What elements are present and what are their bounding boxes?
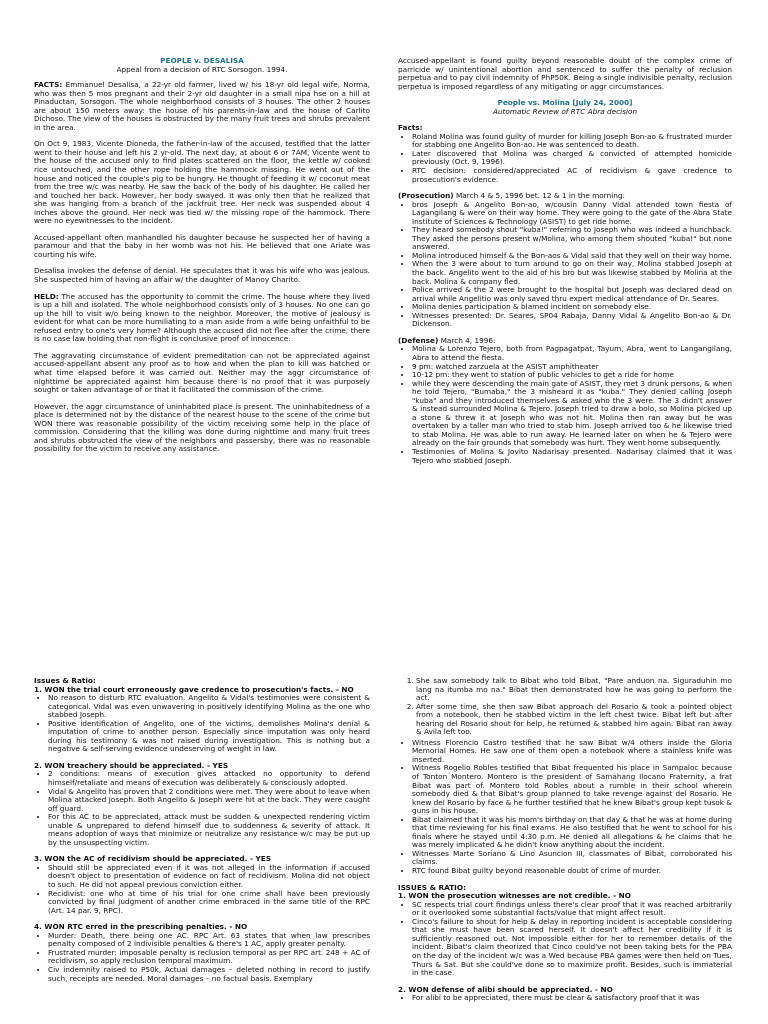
issue-heading: 4. WON RTC erred in the prescribing penalties. - NO bbox=[34, 922, 248, 932]
facts-list bbox=[398, 133, 732, 184]
paragraph: Accused-appellant is found guilty beyond reasonable doubt of the complex crime of parricide w/ unintentional abortion and sentenced to suffer the penalty of reclusion perpetua and to pay civil indemnity of PhP50K. Being a single indivisible penalty, reclusion perpetua is imposed regardless of any mitigating or aggr circumstances. bbox=[398, 56, 732, 91]
list-item: • For alibi to be appreciated, there must be clear & satisfactory proof that it was bbox=[412, 994, 732, 1003]
list-item: • Witness Florencio Castro testified that he saw Bibat w/4 others inside the Gloria Memorial Homes. He saw one of them open a notebook where a stainless knife was inserted. bbox=[412, 739, 732, 765]
held-label: HELD: bbox=[34, 291, 59, 301]
held-paragraph: HELD: The accused has the opportunity to commit the crime. The house where they lived is up a hill and isolated. The whole neighborhood consists only of 3 houses. No one can go up the hill to visit w/o being known to the neighbor. Moreover, the motive of jealousy is evident for what can be more humiliating to a man aside from a wife being unfaithful to be refused entry to one's very home? Although the accused did not flee after the crime, there is no case law holding that non-flight is conclusive proof of innocence. bbox=[34, 291, 370, 344]
facts-label: Facts: bbox=[398, 123, 423, 133]
issue-list bbox=[398, 994, 732, 1003]
case-subtitle: Appeal from a decision of RTC Sorsogon. 1994. bbox=[116, 64, 288, 74]
facts-label: FACTS: bbox=[34, 80, 63, 90]
column-bottom-left bbox=[34, 677, 370, 991]
list-item: • They heard somebody shout "kuba!" referring to Joseph who was indeed a hunchback. They asked the persons present w/Molina, who among them shouted "kuba!" but none answered. bbox=[412, 226, 732, 252]
list-item: • Witness Rogelio Robles testified that Bibat frequented his place in Sampaloc because of Tonton Montero. Montero is the president of Samahang Ilocano Fraternity, a frat Bibat was part of. Montero told Robles about a rumble in their school wherein somebody died & that Bibat's group planned to take revenge against del Rosario. He knew del Rosario by face & he further testified that he knew Bibat's group kept tusok & guns in his house. bbox=[412, 764, 732, 815]
list-item: • Bibat claimed that it was his mom's birthday on that day & that he was at home during that time reviewing for his final exams. He also testified that he went to school for his finals where he stayed until 4:30 p.m. He denied all allegations & he claims that he was merely implicated & he didn't know anything about the incident. bbox=[412, 816, 732, 850]
case-title: People vs. Molina [July 24, 2000] bbox=[497, 98, 633, 108]
issue-list bbox=[398, 901, 732, 978]
issue-heading: 2. WON defense of alibi should be appreciated. - NO bbox=[398, 984, 613, 994]
list-item: • Recidivist: one who at time of his trial for one crime shall have been previously convicted by final judgment of another crime embraced in the same title of the RPC (Art. 14 par. 9, RPC). bbox=[48, 890, 370, 916]
issue-list bbox=[34, 770, 370, 847]
issue-heading: 2. WON treachery should be appreciated. - YES bbox=[34, 760, 229, 770]
defense-heading: (Defense) March 4, 1996: bbox=[398, 335, 496, 345]
list-item: • Cinco's failure to shout for help & delay in reporting incident is acceptable considering that she must have been scared herself. It doesn't affect her credibility if it is sufficiently reasoned out. Not impossible either for her to remember details of the incident. Bibat's claim theorized that Cinco could've not been taking bets for the PBA on the day of the incident w/c was a Wed because PBA games were then held on Tues, Thurs & Sat. But she could've done so to maximize profit. Besides, such is immaterial in the case. bbox=[412, 918, 732, 978]
numbered-list bbox=[398, 677, 732, 737]
list-item: • Roland Molina was found guilty of murder for killing Joseph Bon-ao & frustrated murder for stabbing one Angelito Bon-ao. He was sentenced to death. bbox=[412, 133, 732, 150]
list-item: • bros Joseph & Angelito Bon-ao, w/cousin Danny Vidal attended town fiesta of Lagangilang & were on their way home. They were going to the gate of the Abra State Institute of Sciences & Technology (ASIST) to get ride home. bbox=[412, 201, 732, 227]
list-item: • SC respects trial court findings unless there's clear proof that it was reached arbitrarily or it overlooked some substantial facts/value that might affect result. bbox=[412, 901, 732, 918]
list-item: • 10-12 pm: they went to station of public vehicles to get a ride for home bbox=[412, 371, 732, 380]
issues-heading: ISSUES & RATIO: bbox=[398, 882, 467, 892]
defense-list bbox=[398, 345, 732, 465]
list-item: • Vidal & Angelito has proven that 2 conditions were met. They were about to leave when Molina attacked Joseph. Both Angelito & Joseph were hit at the back. They were caught off guard. bbox=[48, 788, 370, 814]
paragraph: The aggravating circumstance of evident premeditation can not be appreciated against accused-appellant absent any proof as to how and when the plan to kill was hatched or what time elapsed before it was carried out. Neither may the aggr circumstance of nighttime be appreciated against him because there is no proof that it was purposely sought or taken advantage of or that it facilitated the commission of the crime. bbox=[34, 350, 370, 395]
list-item: • Molina denies participation & blamed incident on somebody else. bbox=[412, 303, 732, 312]
list-item: • RTC found Bibat guilty beyond reasonable doubt of crime of murder. bbox=[412, 867, 732, 876]
witness-list bbox=[398, 739, 732, 876]
issue-heading: 1. WON the trial court erroneously gave credence to prosecution's facts. - NO bbox=[34, 684, 354, 694]
list-item: 1. She saw somebody talk to Bibat who told Bibat, "Pare anduon na. Siguraduhin mo lang na itumba mo na." Bibat then demonstrated how he was going to perform the act. bbox=[416, 677, 732, 703]
list-item: • Witnesses presented: Dr. Seares, SP04 Rabaja, Danny Vidal & Angelito Bon-ao & Dr. Dickenson. bbox=[412, 312, 732, 329]
list-item: • while they were descending the main gate of ASIST, they met 3 drunk persons, & when he told Tejero, "Bumaba," the 3 misheard it as "kuba." They denied calling Joseph "kuba" and they introduced themselves & asked who the 3 were. The 3 didn't answer & instead surrounded Molina & Tejero. Joseph tried to draw a bolo, so Molina picked up a stone & threw it at Joseph who was not hit. Molina then ran away but he was overtaken by a taller man who tried to stab him. Joseph arrived too & he likewise tried to stab Molina. He was able to run away. He learned later on when he & Tejero were already on the fair grounds that somebody was hurt. They went home subsequently. bbox=[412, 380, 732, 448]
prosecution-list bbox=[398, 201, 732, 329]
list-item: • Witnesses Marte Soriano & Lino Asuncion III, classmates of Bibat, corroborated his claims. bbox=[412, 850, 732, 867]
list-item: • Police arrived & the 2 were brought to the hospital but Joseph was declared dead on arrival while Angelitio was only saved thru expert medical attendance of Dr. Seares. bbox=[412, 286, 732, 303]
case-subtitle: Automatic Review of RTC Abra decision bbox=[492, 106, 638, 116]
list-item: • Frustrated murder: imposable penalty is reclusion temporal as per RPC art. 248 + AC of recidivism, so apply reclusion temporal maximum. bbox=[48, 949, 370, 966]
list-item: • 9 pm: watched zarzuela at the ASIST amphitheater bbox=[412, 363, 732, 372]
list-item: • For this AC to be appreciated, attack must be sudden & unexpected rendering victim unable & unprepared to defend himself due to suddenness & severity of attack. It means adoption of ways that minimize or neutralize any resistance w/c may be put up by the unsuspecting victim. bbox=[48, 813, 370, 847]
facts-paragraph: FACTS: Emmanuel Desalisa, a 22-yr old farmer, lived w/ his 18-yr old legal wife, Norma, who was then 5 mos pregnant and their 2-yr old daughter in a small nipa hse on a hill at Pinaductan, Sorsogon. The whole neighborhood consists of 3 houses. The other 2 houses are about 150 meters away: the house of his parents-in-law and the house of Carlito Dichoso. The view of the houses is obstructed by the many fruit trees and shrubs prevalent in the area. bbox=[34, 80, 370, 132]
issues-heading: Issues & Ratio: bbox=[34, 676, 96, 685]
list-item: • Positive identification of Angelito, one of the victims, demolishes Molina's denial & imputation of crime to another person. Especially since imputation was only heard during his testimony & was not raised during investigation. This is nothing but a negative & self-serving evidence undeserving of weight in law. bbox=[48, 720, 370, 754]
list-item: • Later discovered that Molina was charged & convicted of attempted homicide previously (Oct. 9, 1996). bbox=[412, 150, 732, 167]
paragraph: Desalisa invokes the defense of denial. He speculates that it was his wife who was jealous. She suspected him of having an affair w/ the daughter of Manoy Charito. bbox=[34, 266, 370, 285]
list-item: • Molina introduced himself & the Bon-aos & Vidal said that they well on their way home. bbox=[412, 252, 732, 261]
paragraph: On Oct 9, 1983, Vicente Dioneda, the father-in-law of the accused, testified that the latter went to their house and left his 2 yr-old. The next day, at about 6 or 7AM, Vicente went to the house of the accused only to find plates scattered on the floor, the kettle w/ cooked rice untouched, and the other rope holding the hammock missing. He went out of the house and noticed the couple's pig to be hungry. He thought of feeding it w/ coconut meat from the tree w/c was nearby. He saw the back of the body of his daughter. He called her and touched her back. However, her body swayed. It was only then that he realized that she was hanging from a branch of the jackfruit tree. Her neck was suspended about 4 inches above the ground. Her neck was tied w/ the missing rope of the hammock. There were no eyewitnesses to the incident. bbox=[34, 139, 370, 226]
issue-list bbox=[34, 864, 370, 915]
case-title: PEOPLE v. DESALISA bbox=[160, 56, 244, 65]
list-item: • RTC decision: considered/appreciated AC of recidivism & gave credence to prosecution's evidence. bbox=[412, 167, 732, 184]
column-bottom-right bbox=[398, 677, 732, 1011]
issue-heading: 1. WON the prosecution witnesses are not credible. - NO bbox=[398, 891, 631, 901]
list-item: • Civ indemnity raised to P50k, Actual damages – deleted nothing in record to justify such, receipts are needed. Moral damages – no factual basis. Exemplary bbox=[48, 966, 370, 983]
list-item: 2. After some time, she then saw Bibat approach del Rosario & took a pointed object from a notebook, then he stabbed victim in the left chest twice. Bibat left but after hearing del Rosario shout for help, he returned & stabbed him again. Bibat ran away & Avila left too. bbox=[416, 703, 732, 737]
list-item: • When the 3 were about to turn around to go on their way, Molina stabbed Joseph at the back. Angelito went to the aid of his bro but was likewise stabbed by Molina at the back. Molina & company fled. bbox=[412, 260, 732, 286]
issue-heading: 3. WON the AC of recidivism should be appreciated. - YES bbox=[34, 854, 272, 864]
issue-list bbox=[34, 932, 370, 983]
issue-list bbox=[34, 694, 370, 754]
prosecution-heading: (Prosecution) March 4 & 5, 1996 bet. 12 & 1 in the morning: bbox=[398, 191, 625, 201]
list-item: • Testimonies of Molina & Jovito Nadarisay presented. Nadarisay claimed that it was Tejero who stabbed Joseph. bbox=[412, 448, 732, 465]
column-top-left bbox=[34, 57, 370, 462]
column-top-right bbox=[398, 57, 732, 473]
list-item: • No reason to disturb RTC evaluation. Angelito & Vidal's testimonies were consistent & categorical. Vidal was even unwavering in positively identifying Molina as the one who stabbed Joseph. bbox=[48, 694, 370, 720]
paragraph: Accused-appellant often manhandled his daughter because he suspected her of having a paramour and that the baby in her womb was not his. He believed that one Ariate was courting his wife. bbox=[34, 232, 370, 259]
list-item: • 2 conditions: means of execution gives attacked no opportunity to defend himself/retaliate and means of execution was deliberately & consciously adopted. bbox=[48, 770, 370, 787]
paragraph: However, the aggr circumstance of uninhabited place is present. The uninhabitedness of a place is determined not by the distance of the nearest house to the scene of the crime but WON there was reasonable possibility of the victim receiving some help in the place of commission. Considering that the killing was done during nighttime and many fruit trees and shrubs obstructed the view of the neighbors and passersby, there was no reasonable possibility for the victim to receive any assistance. bbox=[34, 401, 370, 454]
list-item: • Should still be appreciated even if it was not alleged in the information if accused doesn't object to presentation of evidence on fact of recidivism. Molina did not object to such. He did not appeal previous conviction either. bbox=[48, 864, 370, 890]
list-item: • Molina & Lorenzo Tejero, both from Pagpagatpat, Tayum, Abra, went to Langangilang, Abra to attend the fiesta. bbox=[412, 345, 732, 362]
list-item: • Murder: Death, there being one AC. RPC Art. 63 states that when law prescribes penalty composed of 2 indivisible penalties & there's 1 AC, apply greater penalty. bbox=[48, 932, 370, 949]
